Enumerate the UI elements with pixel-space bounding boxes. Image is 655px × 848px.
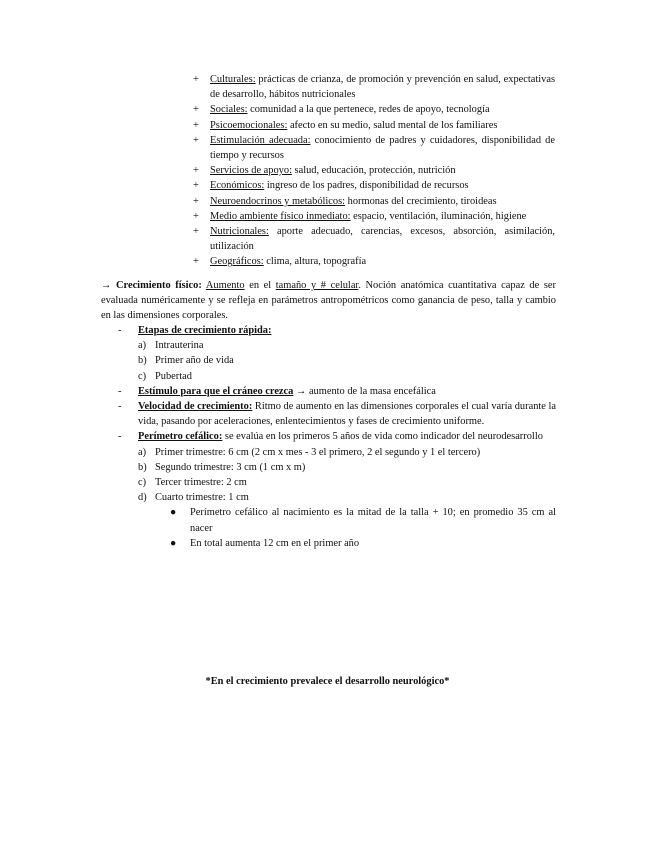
etapas-item — [118, 323, 556, 384]
perimetro-bullets — [170, 505, 556, 551]
list-text: Cuarto trimestre: 1 cm — [155, 492, 249, 504]
growth-definition-paragraph — [101, 278, 556, 324]
bullet-dot: ● — [170, 507, 177, 519]
list-text: Primer trimestre: 6 cm (2 cm x mes - 3 el primero, 2 el segundo y 1 el tercero) — [155, 446, 481, 458]
list-item — [193, 72, 555, 102]
plus-bullet: + — [193, 165, 199, 177]
factor-term: Psicoemocionales: — [210, 119, 288, 131]
list-item — [193, 178, 555, 193]
list-item — [170, 505, 556, 535]
plus-bullet: + — [193, 226, 199, 238]
list-item — [193, 102, 555, 117]
perimetro-sublist — [138, 445, 556, 506]
list-item — [138, 369, 556, 384]
list-marker: b) — [138, 461, 147, 473]
bullet-dot: ● — [170, 537, 177, 549]
growth-mid-text: en el — [244, 280, 276, 291]
factor-term: Servicios de apoyo: — [210, 165, 292, 177]
list-item — [138, 445, 556, 460]
bullet-text: En total aumenta 12 cm en el primer año — [190, 537, 360, 549]
plus-bullet: + — [193, 195, 199, 207]
list-text: Segundo trimestre: 3 cm (1 cm x m) — [155, 461, 306, 473]
dash-bullet: - — [118, 401, 122, 413]
estimulo-item — [118, 384, 556, 399]
list-text: Intrauterina — [155, 340, 204, 352]
perimetro-item — [118, 429, 556, 551]
plus-bullet: + — [193, 134, 199, 146]
factor-term: Nutricionales: — [210, 226, 269, 238]
factor-description: clima, altura, topografía — [263, 256, 367, 268]
estimulo-text: → aumento de la masa encefálica — [293, 385, 436, 397]
velocidad-text: Ritmo de aumento en las dimensiones corporales el cual varía durante la vida, pasando por aceleraciones, enlentecimientos y fases de crecimiento uniforme. — [138, 401, 556, 428]
factor-description: afecto en su medio, salud mental de los familiares — [287, 119, 498, 131]
list-text: Primer año de vida — [155, 355, 234, 367]
footer-note — [0, 674, 655, 689]
bullet-text: Perímetro cefálico al nacimiento es la mitad de la talla + 10; en promedio 35 cm al nacer — [190, 507, 556, 534]
list-text: Tercer trimestre: 2 cm — [155, 477, 247, 489]
plus-bullet: + — [193, 119, 199, 131]
velocidad-title: Velocidad de crecimiento: — [138, 401, 253, 413]
perimetro-text: se evalúa en los primeros 5 años de vida como indicador del neurodesarrollo — [222, 431, 543, 443]
list-item — [193, 224, 555, 254]
factor-term: Sociales: — [210, 104, 248, 116]
factor-term: Neuroendocrinos y metabólicos: — [210, 195, 346, 207]
arrow-glyph: → — [101, 280, 117, 291]
factor-description: conocimiento de padres y cuidadores, disponibilidad de tiempo y recursos — [210, 134, 555, 162]
growth-tamano: tamaño y # celular — [275, 280, 359, 291]
growth-concepts-list — [118, 323, 556, 551]
list-marker: d) — [138, 492, 147, 504]
dash-bullet: - — [118, 385, 122, 397]
list-marker: b) — [138, 355, 147, 367]
factor-description: comunidad a la que pertenece, redes de apoyo, tecnología — [247, 104, 490, 116]
etapas-sublist — [138, 338, 556, 384]
list-item — [170, 536, 556, 551]
plus-bullet: + — [193, 210, 199, 222]
plus-bullet: + — [193, 180, 199, 192]
dash-bullet: - — [118, 431, 122, 443]
growth-aumento: Aumento — [205, 280, 245, 291]
list-item — [193, 133, 555, 163]
list-item — [138, 338, 556, 353]
perimetro-title: Perímetro cefálico: — [138, 431, 223, 443]
factor-term: Geográficos: — [210, 256, 264, 268]
growth-rest-text: . Noción anatómica cuantitativa capaz de ser evaluada numéricamente y se refleja en parámetros antropométricos como ganancia de peso, talla y cambio en las dimensiones corporales. — [101, 280, 556, 322]
factor-term: Económicos: — [210, 180, 265, 192]
etapas-title: Etapas de crecimiento rápida: — [138, 325, 272, 336]
dash-bullet: - — [118, 325, 122, 336]
plus-bullet: + — [193, 104, 199, 116]
footer-note-text: *En el crecimiento prevalece el desarrollo neurológico* — [205, 676, 450, 687]
list-item — [138, 353, 556, 368]
list-item — [193, 194, 555, 209]
plus-bullet: + — [193, 256, 199, 268]
list-item — [193, 118, 555, 133]
list-item — [138, 460, 556, 475]
factor-description: espacio, ventilación, iluminación, higiene — [350, 210, 527, 222]
factor-term: Culturales: — [210, 74, 256, 85]
factor-description: aporte adecuado, carencias, excesos, absorción, asimilación, utilización — [210, 226, 555, 253]
list-item — [193, 209, 555, 224]
velocidad-item — [118, 399, 556, 429]
list-marker: c) — [138, 370, 147, 382]
factor-description: hormonas del crecimiento, tiroideas — [345, 195, 497, 207]
list-marker: a) — [138, 340, 147, 352]
list-item — [138, 490, 556, 505]
factor-term: Medio ambiente físico inmediato: — [210, 210, 351, 222]
list-item — [138, 475, 556, 490]
estimulo-title: Estímulo para que el cráneo crezca — [138, 385, 294, 397]
list-item — [193, 254, 555, 269]
factor-description: prácticas de crianza, de promoción y prevención en salud, expectativas de desarrollo, hábitos nutricionales — [210, 74, 555, 101]
list-marker: c) — [138, 477, 147, 489]
list-item — [193, 163, 555, 178]
list-text: Pubertad — [155, 370, 192, 382]
plus-bullet: + — [193, 74, 199, 85]
factor-term: Estimulación adecuada: — [210, 134, 311, 146]
list-marker: a) — [138, 446, 147, 458]
factor-description: salud, educación, protección, nutrición — [291, 165, 456, 177]
factor-description: ingreso de los padres, disponibilidad de recursos — [264, 180, 469, 192]
growth-title: Crecimiento físico: — [116, 280, 202, 291]
growth-factors-list — [193, 72, 555, 270]
